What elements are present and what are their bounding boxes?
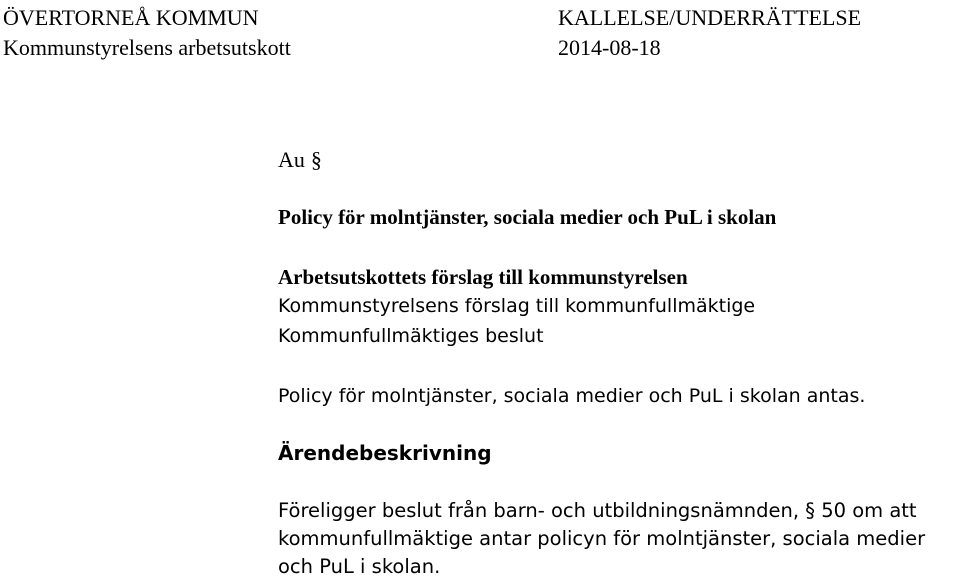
organization-name: ÖVERTORNEÅ KOMMUN: [3, 5, 259, 30]
description-body: [278, 497, 958, 581]
proposal-line-2: Kommunfullmäktiges beslut: [278, 325, 544, 347]
subject-title: Policy för molntjänster, sociala medier och PuL i skolan: [278, 205, 777, 229]
proposal-line-1: Kommunstyrelsens förslag till kommunfullmäktige: [278, 295, 756, 317]
document-date: 2014-08-18: [558, 35, 661, 60]
description-line: Föreligger beslut från barn- och utbildningsnämnden, § 50 om att: [278, 499, 917, 522]
description-line: kommunfullmäktige antar policyn för molntjänster, sociala medier: [278, 527, 926, 550]
description-line: och PuL i skolan.: [278, 555, 441, 578]
item-reference: [278, 146, 322, 174]
description-heading: Ärendebeskrivning: [278, 441, 492, 465]
reference-prefix: Au: [278, 147, 305, 172]
decision-text: Policy för molntjänster, sociala medier och PuL i skolan antas.: [278, 385, 866, 407]
committee-name: Kommunstyrelsens arbetsutskott: [3, 35, 291, 60]
proposal-heading: Arbetsutskottets förslag till kommunstyrelsen: [278, 265, 688, 289]
document-type: KALLELSE/UNDERRÄTTELSE: [558, 5, 862, 30]
paragraph-symbol: §: [310, 147, 322, 172]
